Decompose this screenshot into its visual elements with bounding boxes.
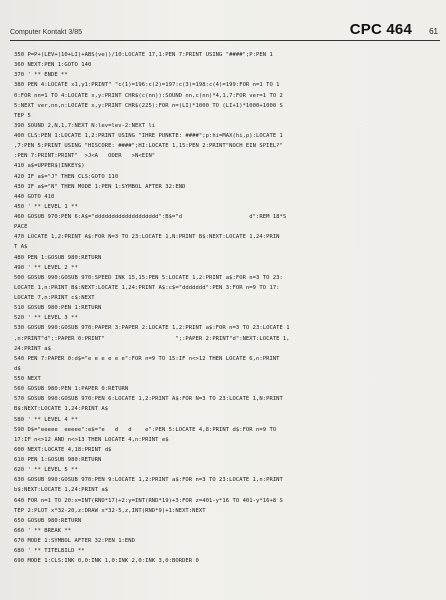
- code-line: 610 PEN 1:GOSUB 980:RETURN: [14, 457, 102, 463]
- code-line: PACE: [14, 224, 28, 231]
- code-line: 510 GOSUB 980:PEN 1:RETURN: [14, 305, 102, 312]
- code-line: 500 GOSUB 990:GOSUB 970:SPEED INK 15,15:PEN 5:LOCATE 1,2:PRINT a$:FOR n=3 TO 23:: [14, 274, 283, 281]
- code-line: 520 ' ** LEVEL 3 **: [14, 315, 78, 322]
- code-line: 550 NEXT: [14, 376, 41, 382]
- code-line: ,n:PRINT"d";:PAPER 0:PRINT" ";:PAPER 2:PRINT"d":NEXT:LOCATE 1,: [14, 335, 290, 342]
- code-line: d$: [14, 365, 21, 372]
- code-line: 390 SOUND 2,N,1,7:NEXT N:lev=lev-2:NEXT li: [14, 122, 156, 129]
- code-line: TEP 2:PLOT x*32-20,z:DRAW x*32-5,z,INT(RND*9)+1:NEXT:NEXT: [14, 507, 206, 514]
- code-line: ,7:PEN 5:PRINT USING "HISCORE: ####";HI:LOCATE 1,15:PEN 2:PRINT"NOCH EIN SPIEL?": [14, 143, 283, 150]
- code-line: LOCATE 1,n:PRINT B$:NEXT:LOCATE 1,24:PRINT A$:c$="ddddddd":PEN 3:FOR n=9 TO 17:: [14, 284, 280, 291]
- code-line: 480 PEN 1:GOSUB 980:RETURN: [14, 254, 102, 261]
- code-line: 360 NEXT:PEN 1:GOTO 140: [14, 62, 92, 69]
- code-line: 410 a$=UPPER$(INKEY$): [14, 163, 85, 170]
- magazine-issue: Computer Kontakt 3/85: [10, 29, 82, 36]
- code-line: 490 ' ** LEVEL 2 **: [14, 264, 78, 271]
- code-line: 670 MODE 1:SYMBOL AFTER 32:PEN 1:END: [14, 538, 136, 544]
- code-line: 690 MODE 1:CLS:INK 0,0:INK 1,0:INK 2,0:INK 3,0:BORDER 0: [14, 558, 199, 565]
- code-line: 640 FOR n=1 TO 20:x=INT(RND*17)+2:y=INT(RND*19)+3:FOR z=401-y*16 TO 401-y*16+8 S: [14, 497, 283, 504]
- code-line: 650 GOSUB 980:RETURN: [14, 517, 82, 524]
- code-line: B$:NEXT:LOCATE 1,24:PRINT A$: [14, 406, 109, 413]
- code-line: 560 GOSUB 980:PEN 1:PAPER 0:RETURN: [14, 386, 129, 393]
- code-line: 380 PEN 4:LOCATE x1,y1:PRINT" "c(1)=196:c(2)=197:c(3)=198:c(4)=199:FOR n=1 TO 1: [14, 82, 280, 89]
- code-line: 350 P=P+(LEV+(10+LI)+ABS(ve))/10:LOCATE 17,1:PEN 7:PRINT USING "####";P:PEN 1: [14, 52, 273, 58]
- code-line: 630 GOSUB 990:GOSUB 970:PEN 9:LOCATE 1,2:PRINT a$:FOR n=3 TO 23:LOCATE 1,n:PRINT: [14, 477, 283, 484]
- code-line: 660 ' ** BREAK **: [14, 527, 72, 534]
- code-line: b$:NEXT:LOCATE 1,24:PRINT a$: [14, 487, 109, 494]
- code-line: 580 ' ** LEVEL 4 **: [14, 416, 78, 423]
- basic-program-listing: [14, 50, 432, 566]
- code-line: :PEN 7:PRINT:PRINT" >J<A ODER >N<EIN": [14, 153, 156, 160]
- code-line: 24:PRINT a$: [14, 345, 51, 352]
- code-line: 570 GOSUB 990:GOSUB 970:PEN 6:LOCATE 1,2:PRINT A$:FOR N=3 TO 23:LOCATE 1,N:PRINT: [14, 396, 283, 403]
- code-line: LOCATE 7,n:PRINT c$:NEXT: [14, 295, 95, 301]
- code-line: 17:IF n<>12 AND n<>13 THEN LOCATE 4,n:PRINT e$: [14, 436, 169, 443]
- header-rule: [10, 40, 440, 41]
- code-line: 470 LOCATE 1,2:PRINT A$:FOR N=3 TO 23:LOCATE 1,N:PRINT B$:NEXT:LOCATE 1,24:PRIN: [14, 234, 280, 241]
- code-line: 0:FOR nn=1 TO 4:LOCATE x,y:PRINT CHR$(c(nn)):SOUND nn,c(nn)*4,1,7:FOR ver=1 TO 2: [14, 92, 283, 99]
- code-line: 460 GOSUB 970:PEN 6:A$="ddddddddddddddddddd":B$="d d":REM 18*S: [14, 214, 287, 220]
- code-line: 680 ' ** TITELBILD **: [14, 548, 85, 555]
- code-line: TEP 5: [14, 112, 31, 119]
- code-line: 440 GOTO 410: [14, 193, 55, 200]
- page-title: CPC 464: [349, 21, 412, 38]
- code-line: 400 CLS:PEN 1:LOCATE 1,2:PRINT USING "IHRE PUNKTE: ####";p:hi=MAX(hi,p):LOCATE 1: [14, 133, 283, 139]
- code-line: T A$: [14, 244, 28, 251]
- page-number: 61: [429, 27, 438, 36]
- code-line: 620 ' ** LEVEL 5 **: [14, 467, 78, 474]
- page-header: [10, 18, 440, 40]
- code-line: 370 ' ** ENDE **: [14, 72, 68, 79]
- code-line: 450 ' ** LEVEL 1 **: [14, 203, 78, 210]
- code-line: 5:NEXT ver,nn,n:LOCATE x,y:PRINT CHR$(225):FOR n=(LI)*1000 TO (LI+1)*1000+1000 S: [14, 102, 283, 109]
- code-line: 430 IF a$="N" THEN MODE 1:PEN 1:SYMBOL AFTER 32:END: [14, 183, 186, 190]
- code-line: 420 IF a$="J" THEN CLS:GOTO 110: [14, 173, 119, 180]
- code-line: 540 PEN 7:PAPER 0:d$="e e e e e e":FOR n=9 TO 15:IF n<>12 THEN LOCATE 6,n:PRINT: [14, 355, 280, 362]
- code-line: 600 NEXT:LOCATE 4,18:PRINT d$: [14, 446, 112, 453]
- code-line: 590 D$="eeeee eeeee":e$="e d d e":PEN 5:LOCATE 4,8:PRINT d$:FOR n=9 TO: [14, 426, 277, 433]
- code-line: 530 GOSUB 990:GOSUB 970:PAPER 3:PAPER 2:LOCATE 1,2:PRINT a$:FOR n=3 TO 23:LOCATE 1: [14, 325, 290, 332]
